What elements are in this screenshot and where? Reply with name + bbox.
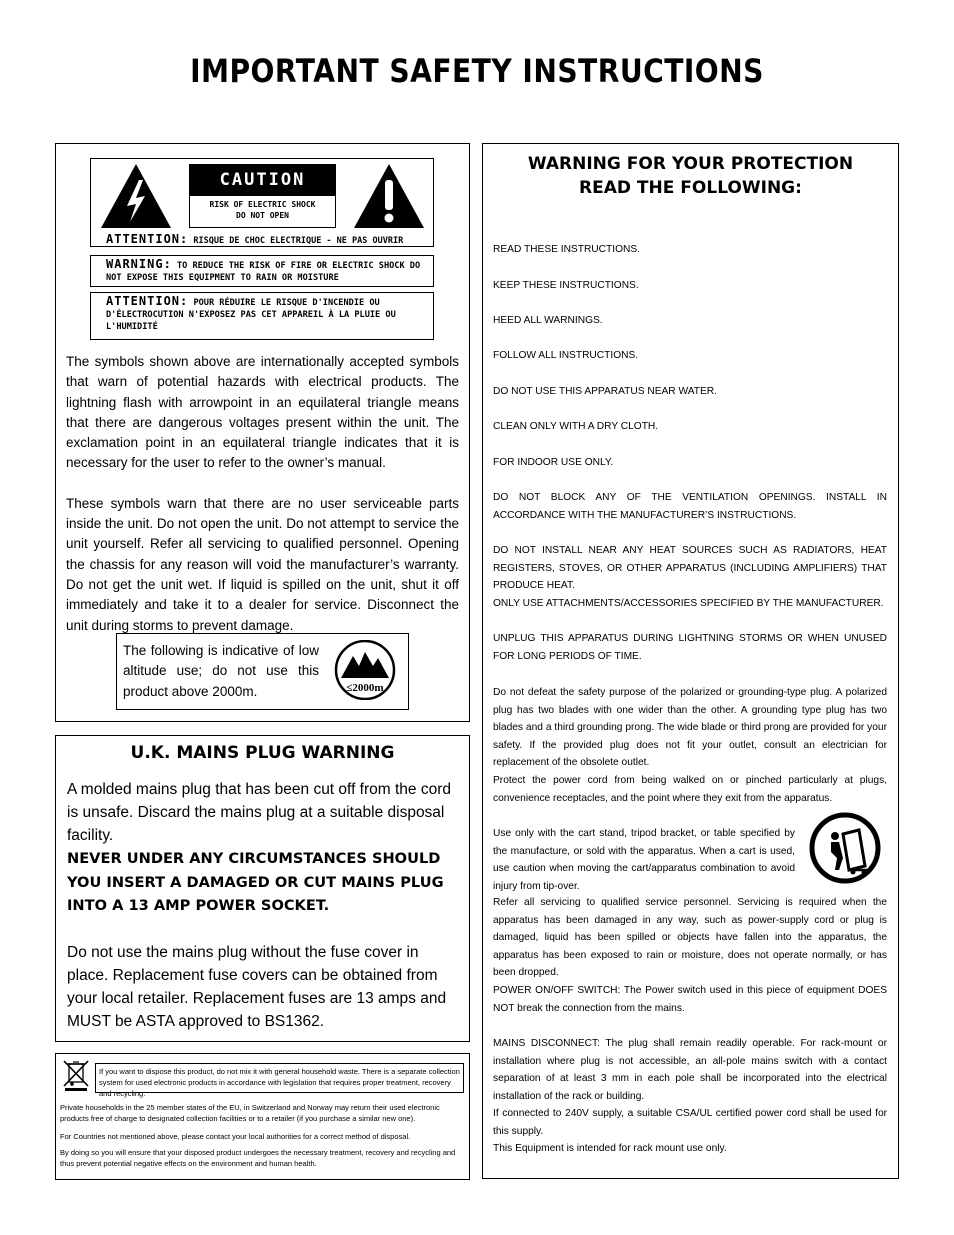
altitude-text: The following is indicative of low altitude use; do not use this product above 2000m.	[123, 643, 319, 699]
warning-item: This Equipment is intended for rack mount use only.	[493, 1143, 727, 1154]
exclamation-triangle-icon	[352, 162, 426, 230]
warning-item: READ THESE INSTRUCTIONS.	[493, 244, 640, 255]
uk-plug-para-3: Do not use the mains plug without the fuse cover in place. Replacement fuse covers can be obtained from your local retailer. Replacement fuses are 13 amps and MUST be ASTA approved to BS1362.	[67, 944, 447, 1030]
symbols-description	[66, 352, 459, 636]
warning-item: Do not defeat the safety purpose of the polarized or grounding-type plug. A polarized plug has two blades with one wider than the other. A grounding type plug has two blades and a third grounding prong. The wide blade or third prong are provided for your safety. If the provided plug does not fit your outlet, consult an electrician for replacement of the obsolete outlet.	[493, 687, 887, 769]
warning-item: DO NOT USE THIS APPARATUS NEAR WATER.	[493, 386, 717, 397]
warning-panel-heading	[482, 152, 899, 200]
warning-item: KEEP THESE INSTRUCTIONS.	[493, 280, 639, 291]
warning-item: FOLLOW ALL INSTRUCTIONS.	[493, 350, 639, 361]
symbols-paragraph-1: The symbols shown above are internationally accepted symbols that warn of potential hazards with electrical products. The lightning flash with arrowpoint in an equilateral triangle means that there are dangerous voltages present within the unit. The exclamation point in an equilateral triangle indicates that it is necessary for the user to refer to the owner’s manual.	[66, 354, 459, 471]
warning-item-cart: Use only with the cart stand, tripod bracket, or table specified by the manufacture, or sold with the apparatus. When a cart is used, use caution when moving the cart/apparatus combination to avoid injury from tip-over.	[493, 828, 795, 892]
warning-item: Refer all servicing to qualified service personnel. Servicing is required when the apparatus has been damaged in any way, such as power-supply cord or plug is damaged, liquid has been spilled or objects have fallen into the apparatus, the apparatus has been exposed to rain or moisture, does not operate normally, or has been dropped.	[493, 897, 887, 979]
warning-text: TO REDUCE THE RISK OF FIRE OR ELECTRIC SHOCK DO NOT EXPOSE THIS EQUIPMENT TO RAIN OR MOISTURE	[106, 261, 421, 283]
weee-para-3: By doing so you will ensure that your disposed product undergoes the necessary treatment, recovery and recycling and thus prevent potential negative effects on the environment and human health.	[60, 1148, 456, 1168]
attention-line	[106, 232, 436, 246]
warning-item: ONLY USE ATTACHMENTS/ACCESSORIES SPECIFIED BY THE MANUFACTURER.	[493, 598, 884, 609]
uk-plug-para-2: NEVER UNDER ANY CIRCUMSTANCES SHOULD YOU INSERT A DAMAGED OR CUT MAINS PLUG INTO A 13 AMP POWER SOCKET.	[67, 850, 444, 914]
attention-text: RISQUE DE CHOC ELECTRIQUE - NE PAS OUVRIR	[193, 236, 404, 246]
attention2-word: ATTENTION:	[106, 294, 189, 308]
crossed-bin-icon	[62, 1059, 90, 1091]
page-title: IMPORTANT SAFETY INSTRUCTIONS	[190, 52, 764, 90]
warning-item: Protect the power cord from being walked on or pinched particularly at plugs, convenience receptacles, and the point where they exit from the apparatus.	[493, 775, 887, 804]
risk-line-1: RISK OF ELECTRIC SHOCK	[209, 200, 316, 209]
warning-text-block	[106, 258, 428, 284]
attention-french-block	[106, 295, 428, 333]
warning-item: CLEAN ONLY WITH A DRY CLOTH.	[493, 421, 659, 432]
warning-heading-line-1: WARNING FOR YOUR PROTECTION	[527, 154, 854, 174]
warning-word: WARNING:	[106, 257, 172, 271]
caution-subtext	[190, 199, 335, 221]
warning-item: POWER ON/OFF SWITCH: The Power switch used in this piece of equipment DOES NOT break the connection from the mains.	[493, 985, 887, 1014]
attention-word: ATTENTION:	[106, 232, 189, 246]
caution-heading: CAUTION	[190, 165, 335, 196]
symbols-paragraph-2: These symbols warn that there are no user serviceable parts inside the unit. Do not open the unit. Do not attempt to service the unit yourself. Refer all servicing to qualified personnel. Opening the chassis for any reason will void the manufacturer’s warranty. Do not get the unit wet. If liquid is spilled on the unit, shut it off immediately and take it to a dealer for service. Disconnect the unit during storms to prevent damage.	[66, 495, 459, 633]
warning-item: FOR INDOOR USE ONLY.	[493, 457, 614, 468]
uk-plug-para-1: A molded mains plug that has been cut off from the cord is unsafe. Discard the mains plug at a suitable disposal facility.	[67, 781, 451, 844]
risk-line-2: DO NOT OPEN	[236, 211, 289, 220]
uk-plug-heading: U.K. MAINS PLUG WARNING	[130, 743, 395, 763]
weee-para-2: For Countries not mentioned above, please contact your local authorities for a correct method of disposal.	[60, 1132, 411, 1141]
warning-item: DO NOT BLOCK ANY OF THE VENTILATION OPENINGS. INSTALL IN ACCORDANCE WITH THE MANUFACTURER’S INSTRUCTIONS.	[493, 492, 887, 521]
warning-item: DO NOT INSTALL NEAR ANY HEAT SOURCES SUCH AS RADIATORS, HEAT REGISTERS, STOVES, OR OTHER APPARATUS (INCLUDING AMPLIFIERS) THAT PRODUCE HEAT.	[493, 545, 887, 592]
altitude-mountain-icon	[333, 640, 397, 700]
warning-heading-line-2: READ THE FOLLOWING:	[579, 178, 802, 198]
warning-item: HEED ALL WARNINGS.	[493, 315, 603, 326]
weee-notice-text: If you want to dispose this product, do not mix it with general household waste. There is a separate collection system for used electronic products in accordance with legislation that requires proper treatment, recovery and recycling.	[99, 1067, 460, 1098]
cart-tipover-icon	[809, 812, 881, 884]
warning-item: UNPLUG THIS APPARATUS DURING LIGHTNING STORMS OR WHEN UNUSED FOR LONG PERIODS OF TIME.	[493, 633, 887, 662]
warning-item: MAINS DISCONNECT: The plug shall remain readily operable. For rack-mount or installation where plug is not accessible, an all-pole mains switch with a contact separation of at least 3 mm in each pole shall be incorporated into the electrical installation of the rack or building.	[493, 1038, 887, 1102]
weee-para-1: Private households in the 25 member states of the EU, in Switzerland and Norway may return their used electronic products free of charge to designated collection facilities or to a retailer (if you purchase a similar new one).	[60, 1103, 440, 1123]
altitude-icon-label: ≤2000m	[346, 682, 384, 694]
warning-item: If connected to 240V supply, a suitable CSA/UL certified power cord shall be used for this supply.	[493, 1108, 887, 1137]
attention2-text: POUR RÉDUIRE LE RISQUE D'INCENDIE OU D'ÉLECTROCUTION N'EXPOSEZ PAS CET APPAREIL À LA PLUIE OU L'HUMIDITÉ	[106, 298, 396, 332]
lightning-triangle-icon	[99, 162, 173, 230]
